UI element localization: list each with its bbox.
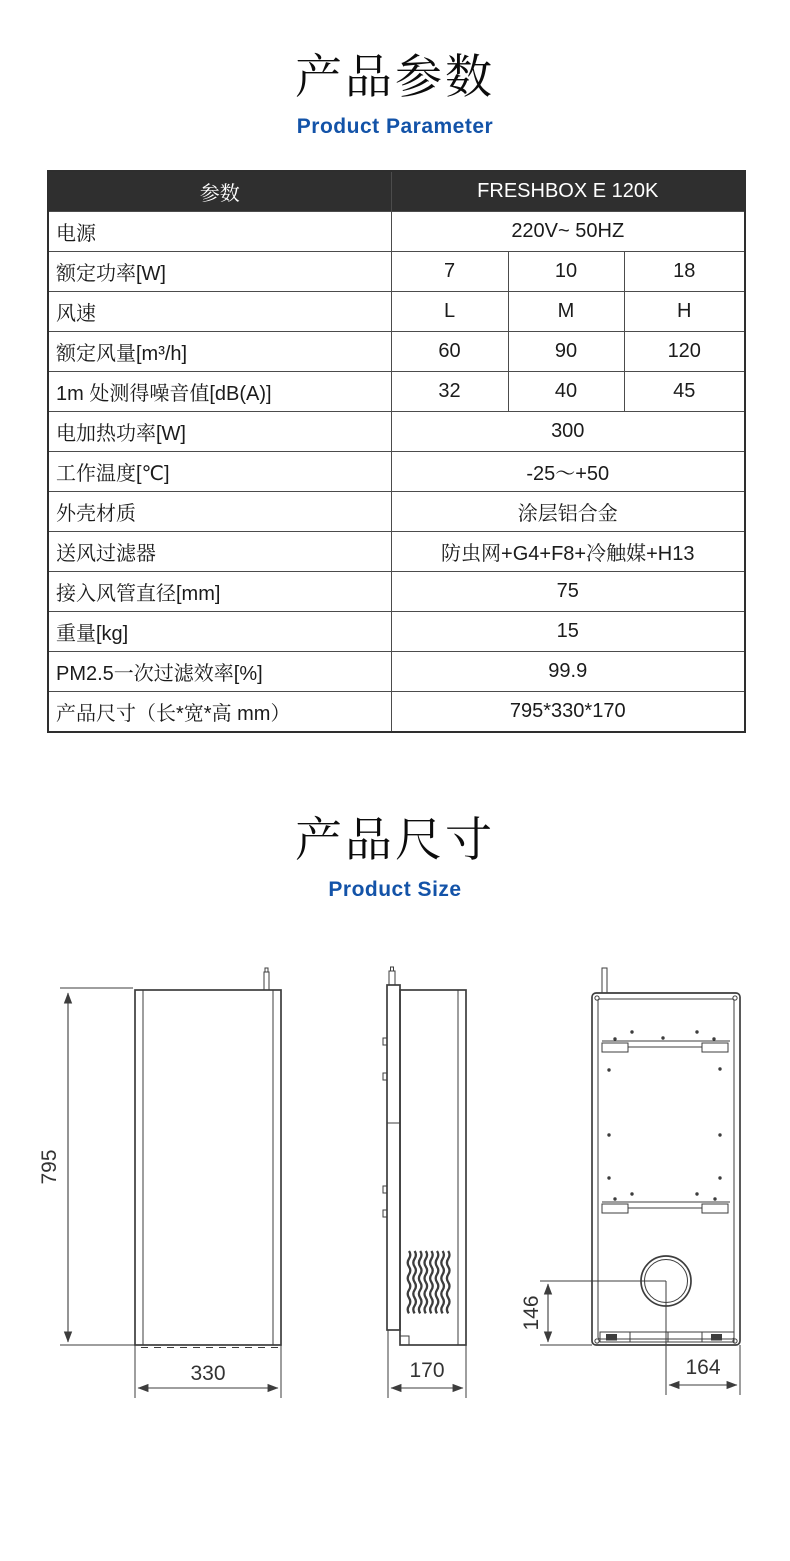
param-section-subtitle: Product Parameter (296, 115, 494, 138)
row-value: 10 (508, 252, 624, 292)
row-value: 15 (391, 612, 745, 652)
table-row (48, 412, 745, 452)
row-value: 7 (391, 252, 508, 292)
row-value: L (391, 292, 508, 332)
row-value: 32 (391, 372, 508, 412)
spec-header-param: 参数 (48, 171, 391, 212)
row-value: 220V~ 50HZ (391, 212, 745, 252)
bottom-band (600, 1332, 734, 1342)
row-label: 电源 (48, 212, 391, 252)
row-value: 60 (391, 332, 508, 372)
front-height-dimension-label: 795 (38, 1149, 61, 1185)
row-value: 120 (624, 332, 745, 372)
table-row (48, 212, 745, 252)
spec-header-model: FRESHBOX E 120K (391, 171, 745, 212)
spec-table (47, 170, 746, 733)
row-value: H (624, 292, 745, 332)
row-value: 795*330*170 (391, 692, 745, 733)
side-view-drawing (383, 967, 466, 1398)
row-label: 外壳材质 (48, 492, 391, 532)
size-section-subtitle: Product Size (328, 878, 462, 901)
rear-duct-bottom-offset-label: 146 (520, 1295, 543, 1331)
table-row (48, 612, 745, 652)
side-depth-dimension-label: 170 (409, 1359, 445, 1382)
row-label: 风速 (48, 292, 391, 332)
table-row (48, 452, 745, 492)
row-label: 工作温度[℃] (48, 452, 391, 492)
row-value: 防虫网+G4+F8+冷触媒+H13 (391, 532, 745, 572)
table-row (48, 572, 745, 612)
table-row (48, 292, 745, 332)
mounting-rail (602, 1041, 730, 1052)
row-value: 涂层铝合金 (391, 492, 745, 532)
row-label: 电加热功率[W] (48, 412, 391, 452)
row-value: 18 (624, 252, 745, 292)
row-label: 接入风管直径[mm] (48, 572, 391, 612)
sensor-antenna (602, 968, 607, 993)
table-row (48, 332, 745, 372)
table-row (48, 252, 745, 292)
row-value: 75 (391, 572, 745, 612)
row-value: 300 (391, 412, 745, 452)
screw-holes (607, 1030, 721, 1200)
row-label: 产品尺寸（长*宽*高 mm） (48, 692, 391, 733)
rear-view-drawing (520, 968, 740, 1395)
table-row (48, 492, 745, 532)
param-section-title: 产品参数 (295, 50, 495, 103)
row-value: 99.9 (391, 652, 745, 692)
size-section-title: 产品尺寸 (295, 813, 495, 866)
row-label: 1m 处测得噪音值[dB(A)] (48, 372, 391, 412)
table-row (48, 652, 745, 692)
rear-duct-side-offset-label: 164 (685, 1356, 721, 1379)
row-label: 送风过滤器 (48, 532, 391, 572)
row-value: M (508, 292, 624, 332)
front-view-drawing (38, 968, 281, 1398)
spec-table-header-row (48, 171, 745, 212)
table-row (48, 692, 745, 733)
mounting-rail (602, 1202, 730, 1213)
dimension-drawings (0, 955, 790, 1410)
row-value: 90 (508, 332, 624, 372)
row-label: PM2.5一次过滤效率[%] (48, 652, 391, 692)
row-value: 40 (508, 372, 624, 412)
sensor-antenna (264, 972, 269, 990)
table-row (48, 372, 745, 412)
row-label: 重量[kg] (48, 612, 391, 652)
vent-grille (408, 1251, 450, 1313)
row-value: -25～+50 (391, 452, 745, 492)
row-label: 额定功率[W] (48, 252, 391, 292)
row-label: 额定风量[m³/h] (48, 332, 391, 372)
row-value: 45 (624, 372, 745, 412)
sensor-antenna (389, 971, 395, 985)
table-row (48, 532, 745, 572)
front-width-dimension-label: 330 (190, 1362, 226, 1385)
